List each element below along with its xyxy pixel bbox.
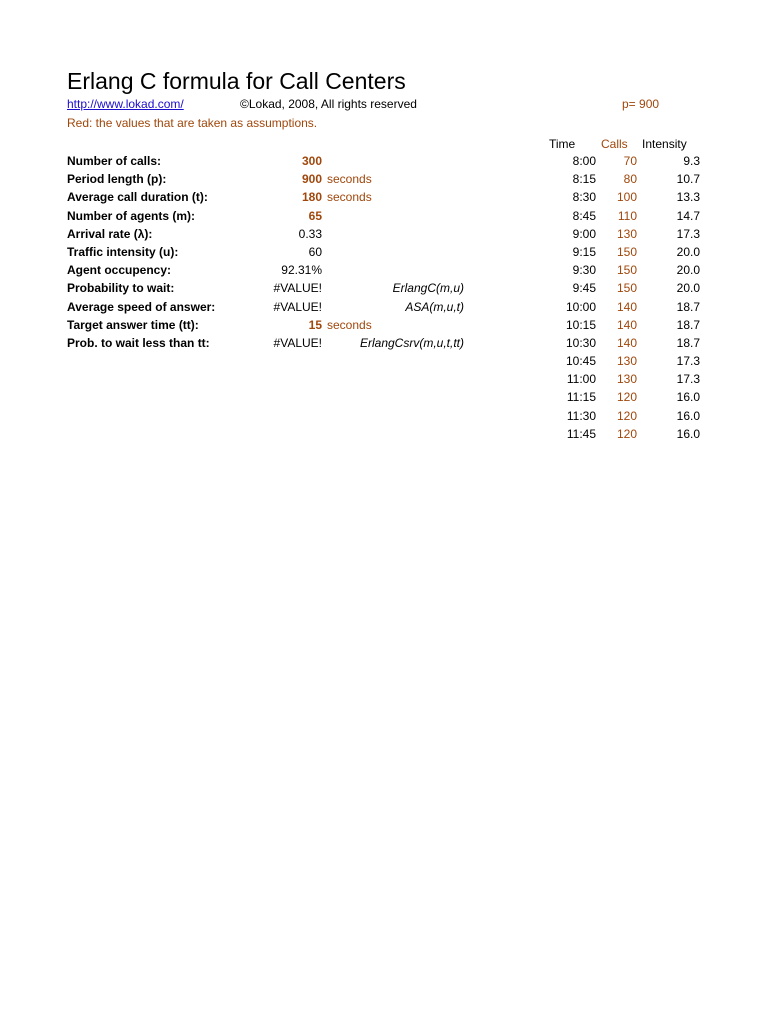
param-unit: seconds [327,190,372,205]
param-value: 15 [308,317,322,332]
table-row [520,334,700,352]
calls-cell: 150 [616,281,637,296]
intensity-cell: 20.0 [676,281,700,296]
intensity-cell: 13.3 [676,190,700,205]
calls-cell: 120 [616,408,637,423]
period-value: 900 [639,97,660,111]
intensity-cell: 17.3 [676,372,700,387]
table-row [520,170,700,188]
time-cell: 10:45 [565,354,596,369]
intensity-cell: 18.7 [676,335,700,350]
param-value: 900 [301,172,322,187]
intensity-header: Intensity [642,137,687,151]
param-value: 300 [301,154,322,168]
time-cell: 11:30 [566,408,596,423]
intensity-cell: 16.0 [676,390,700,405]
time-header: Time [549,137,576,151]
time-cell: 8:15 [572,172,596,187]
intensity-cell: 18.7 [676,317,700,332]
param-label: Arrival rate (λ): [67,226,153,241]
param-label: Probability to wait: [67,281,175,296]
table-row [520,243,700,261]
time-cell: 9:30 [572,263,596,278]
param-row [67,170,477,188]
calls-cell: 120 [616,390,637,405]
param-row [67,298,477,316]
param-label: Number of agents (m): [67,208,196,223]
calls-cell: 140 [616,317,637,332]
copyright-text: ©Lokad, 2008, All rights reserved [240,97,417,111]
param-label: Target answer time (tt): [67,317,199,332]
time-cell: 11:00 [566,372,596,387]
intensity-cell: 17.3 [676,226,700,241]
calls-cell: 150 [616,244,637,259]
calls-cell: 150 [616,263,637,278]
param-row [67,207,477,225]
lokad-link[interactable]: http://www.lokad.com/ [67,97,184,111]
table-row [520,370,700,388]
intensity-cell: 18.7 [676,299,700,314]
schedule-table [520,152,700,443]
calls-cell: 140 [616,299,637,314]
page-title: Erlang C formula for Call Centers [67,68,406,94]
param-row [67,152,477,170]
param-value: 60 [308,245,322,259]
intensity-cell: 20.0 [676,263,700,278]
param-row [67,334,477,352]
param-row [67,316,477,334]
table-row [520,425,700,443]
calls-cell: 70 [623,154,637,168]
intensity-cell: 20.0 [676,244,700,259]
table-row [520,152,700,170]
param-label: Period length (p): [67,172,167,187]
table-row [520,298,700,316]
time-cell: 10:15 [565,317,596,332]
assumption-note: Red: the values that are taken as assumptions. [67,116,318,130]
table-row [520,352,700,370]
time-cell: 9:45 [572,281,596,296]
time-cell: 10:00 [565,299,596,314]
param-label: Agent occupency: [67,263,172,278]
table-row [520,225,700,243]
param-value: #VALUE! [273,281,322,296]
param-label: Traffic intensity (u): [67,245,179,259]
time-cell: 9:00 [572,226,596,241]
param-unit: seconds [327,172,372,187]
calls-cell: 120 [616,426,637,441]
time-cell: 10:30 [565,335,596,350]
table-row [520,207,700,225]
table-row [520,388,700,406]
calls-cell: 80 [623,172,637,187]
table-row [520,279,700,297]
calls-cell: 130 [616,226,637,241]
param-row [67,188,477,206]
time-cell: 8:00 [572,154,596,168]
param-value: 0.33 [298,226,322,241]
param-value: #VALUE! [273,299,322,314]
calls-cell: 100 [616,190,637,205]
param-value: 65 [308,208,322,223]
intensity-cell: 17.3 [676,354,700,369]
param-label: Prob. to wait less than tt: [67,336,210,350]
param-label: Number of calls: [67,154,162,168]
param-value: #VALUE! [273,336,322,350]
intensity-cell: 16.0 [676,408,700,423]
param-value: 180 [301,190,322,205]
table-row [520,407,700,425]
calls-cell: 140 [616,335,637,350]
intensity-cell: 16.0 [676,426,700,441]
param-row [67,261,477,279]
param-formula: ErlangCsrv(m,u,t,tt) [359,336,464,350]
param-label: Average call duration (t): [67,190,208,205]
param-formula: ASA(m,u,t) [405,299,464,314]
param-row [67,225,477,243]
intensity-cell: 9.3 [683,154,700,168]
table-row [520,261,700,279]
period-label: p= [622,97,636,111]
intensity-cell: 14.7 [676,208,700,223]
param-unit: seconds [327,317,372,332]
calls-header: Calls [601,137,628,151]
table-row [520,316,700,334]
param-value: 92.31% [281,263,322,278]
param-row [67,279,477,297]
intensity-cell: 10.7 [676,172,700,187]
calls-cell: 130 [616,354,637,369]
time-cell: 11:15 [566,390,596,405]
param-formula: ErlangC(m,u) [392,281,464,296]
time-cell: 8:30 [572,190,596,205]
table-row [520,188,700,206]
calls-cell: 130 [616,372,637,387]
time-cell: 9:15 [572,244,596,259]
param-label: Average speed of answer: [67,299,216,314]
time-cell: 11:45 [566,426,596,441]
time-cell: 8:45 [572,208,596,223]
calls-cell: 110 [617,208,637,223]
period-indicator [622,97,659,111]
param-row [67,243,477,261]
